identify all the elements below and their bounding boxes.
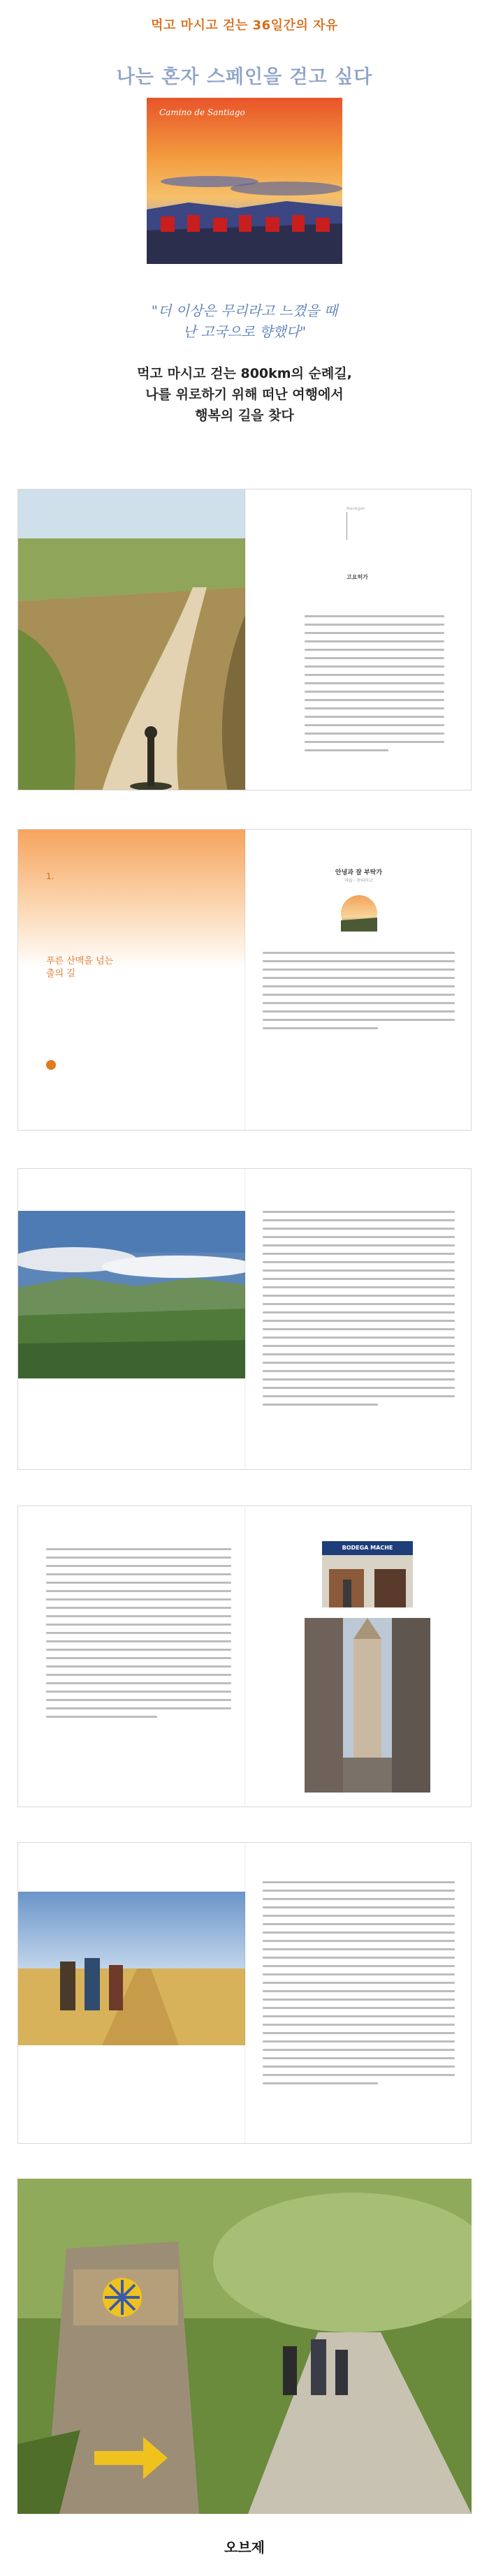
gutter: [245, 1843, 246, 2143]
section-sub: 마을 · 산티아고: [344, 878, 373, 883]
path-photo: [18, 490, 245, 790]
chapter-title: [46, 955, 113, 980]
chapter-number: 1.: [46, 871, 54, 881]
spread-3: [17, 1168, 472, 1470]
spread-5: [17, 1842, 472, 2144]
gutter: [245, 1169, 246, 1469]
orange-gradient: [18, 830, 245, 969]
cover-image: [147, 98, 342, 264]
orange-dot: [46, 1060, 56, 1070]
street-photo: [305, 1618, 430, 1793]
body-text: [46, 1548, 231, 1724]
valley-photo: [18, 1211, 245, 1378]
cover-caption: Camino de Santiago: [159, 108, 245, 117]
gutter: [245, 490, 246, 790]
tagline: 먹고 마시고 걷는 36일간의 자유: [151, 18, 338, 33]
bodega-photo: [322, 1541, 413, 1607]
book-title: 나는 혼자 스페인을 걷고 싶다: [116, 66, 373, 88]
rule: [346, 512, 347, 540]
subtitle-line-3: 행복의 길을 찾다: [195, 408, 294, 423]
publisher-logo: 오브제: [224, 2539, 265, 2556]
spread-4: [17, 1506, 472, 1807]
section-label: 고요히가: [346, 574, 368, 580]
running-head: Navegan: [346, 506, 365, 511]
pilgrims-photo: [18, 1892, 245, 2045]
body-text: [263, 952, 455, 1036]
gutter: [245, 830, 246, 1130]
gutter: [245, 1506, 246, 1806]
camino-marker-photo: [17, 2179, 472, 2514]
sunset-thumbnail: [341, 895, 377, 932]
quote: [0, 300, 489, 342]
section-head: 안녕과 잘 부탁가: [335, 869, 383, 876]
chapter-title-line-1: 푸른 산맥을 넘는: [46, 956, 114, 966]
quote-line-2: 난 고국으로 향했다": [182, 323, 307, 340]
body-text: [305, 615, 444, 758]
spread-2: [17, 829, 472, 1131]
spread-1: [17, 489, 472, 790]
chapter-title-line-2: 출의 길: [46, 969, 75, 979]
subtitle-line-2: 나를 위로하기 위해 떠난 여행에서: [145, 387, 344, 402]
subtitle-line-1: 먹고 마시고 걷는 800km의 순례길,: [137, 366, 352, 381]
body-text: [263, 1881, 455, 2091]
bodega-sign: BODEGA MACHE: [342, 1545, 393, 1551]
body-text: [263, 1211, 455, 1412]
subtitle: [0, 363, 489, 426]
quote-line-1: "더 이상은 무리라고 느꼈을 때: [151, 302, 338, 319]
